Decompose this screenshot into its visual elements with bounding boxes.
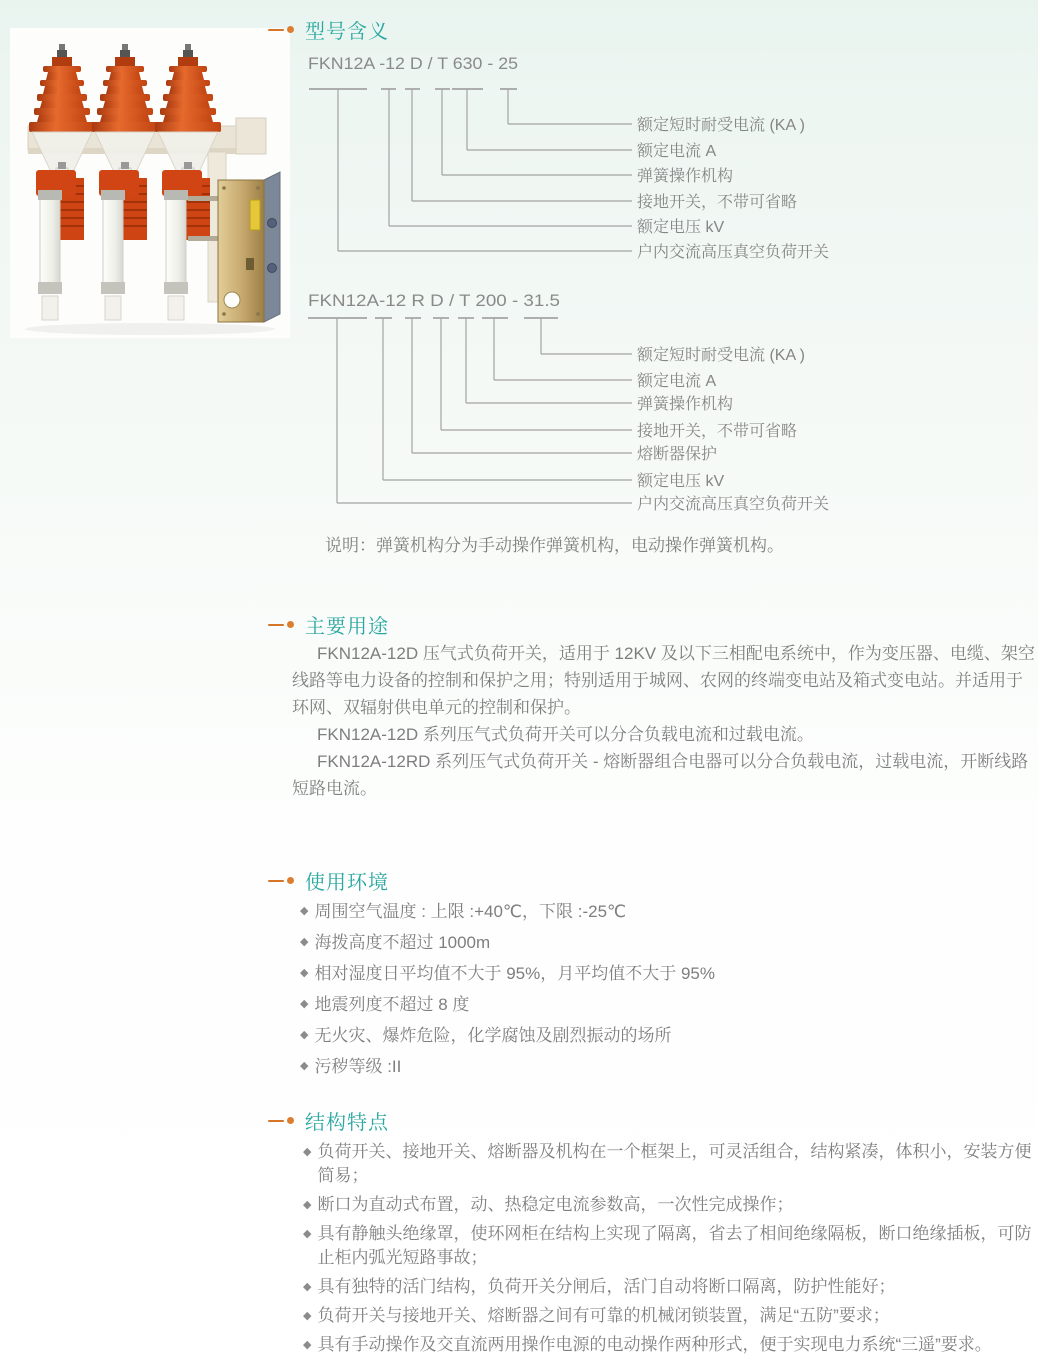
diamond-bullet-icon: ◆ <box>303 1199 312 1211</box>
usage-paragraphs <box>292 640 1038 802</box>
section-title: 结构特点 <box>305 1112 389 1134</box>
diamond-bullet-icon: ◆ <box>300 967 309 979</box>
mechanism-box <box>218 172 280 322</box>
list-item-text: 负荷开关、接地开关、熔断器及机构在一个框架上，可灵活组合，结构紧凑，体积小，安装方便简易； <box>317 1142 1032 1185</box>
list-item <box>300 989 1036 1020</box>
list-item <box>303 1333 1037 1357</box>
usage-paragraph: FKN12A-12D 系列压气式负荷开关可以分合负载电流和过载电流。 <box>317 725 814 744</box>
diagram-label: 额定电压 kV <box>637 219 725 236</box>
diamond-bullet-icon: ◆ <box>300 1060 309 1072</box>
list-item-text: 断口为直动式布置，动、热稳定电流参数高，一次性完成操作； <box>317 1195 794 1214</box>
usage-paragraph: FKN12A-12D 压气式负荷开关，适用于 12KV 及以下三相配电系统中，作为变压器、电缆、架空线路等电力设备的控制和保护之用；特别适用于城网、农网的终端变电站及箱式变电站。并适用于环网、双辐射供电单元的控制和保护。 <box>292 644 1035 717</box>
section-heading-features <box>268 1106 389 1135</box>
list-item-text: 具有独特的活门结构，负荷开关分闸后，活门自动将断口隔离，防护性能好； <box>317 1277 896 1296</box>
diamond-bullet-icon: ◆ <box>303 1146 312 1158</box>
diagram-label: 额定短时耐受电流 (KA ) <box>637 347 806 364</box>
section-title: 型号含义 <box>305 21 389 43</box>
environment-list <box>300 896 1036 1082</box>
diamond-bullet-icon: ◆ <box>303 1228 312 1240</box>
list-item <box>303 1140 1037 1188</box>
list-item <box>300 1020 1036 1051</box>
section-heading-environment <box>268 866 389 895</box>
section-title: 使用环境 <box>305 872 389 894</box>
dash-dot-icon <box>268 26 294 33</box>
list-item-text: 负荷开关与接地开关、熔断器之间有可靠的机械闭锁装置，满足“五防”要求； <box>317 1306 890 1325</box>
section-heading-usage <box>268 610 389 639</box>
list-item-text: 海拨高度不超过 1000m <box>314 933 491 952</box>
model-diagram-1 <box>300 45 1038 272</box>
dash-dot-icon <box>268 877 294 884</box>
diagram-label: 户内交流高压真空负荷开关 <box>637 244 830 261</box>
features-list <box>303 1140 1037 1361</box>
list-item-text: 周围空气温度 : 上限 :+40℃，下限 :-25℃ <box>314 902 627 921</box>
diamond-bullet-icon: ◆ <box>300 936 309 948</box>
model-note: 说明：弹簧机构分为手动操作弹簧机构，电动操作弹簧机构。 <box>325 536 784 555</box>
list-item-text: 相对湿度日平均值不大于 95%，月平均值不大于 95% <box>314 964 715 983</box>
diamond-bullet-icon: ◆ <box>300 998 309 1010</box>
section-heading-model <box>268 15 389 44</box>
diagram-label: 户内交流高压真空负荷开关 <box>637 496 830 513</box>
list-item <box>303 1193 1037 1217</box>
list-item-text: 污秽等级 :II <box>314 1057 402 1076</box>
product-photo <box>10 28 290 338</box>
list-item-text: 具有手动操作及交直流两用操作电源的电动操作两种形式，便于实现电力系统“三遥”要求。 <box>317 1335 992 1354</box>
diagram-label: 额定电流 A <box>637 143 717 160</box>
diamond-bullet-icon: ◆ <box>303 1310 312 1322</box>
model-code: FKN12A -12 D / T 630 - 25 <box>308 54 518 73</box>
section-title: 主要用途 <box>305 616 389 638</box>
diamond-bullet-icon: ◆ <box>300 1029 309 1041</box>
diagram-label: 额定短时耐受电流 (KA ) <box>637 117 806 134</box>
model-code: FKN12A-12 R D / T 200 - 31.5 <box>308 291 560 310</box>
diagram-label: 熔断器保护 <box>637 446 718 463</box>
list-item <box>300 896 1036 927</box>
list-item <box>300 958 1036 989</box>
diagram-label: 接地开关，不带可省略 <box>637 194 798 211</box>
list-item <box>303 1222 1037 1270</box>
list-item-text: 地震列度不超过 8 度 <box>314 995 470 1014</box>
list-item <box>300 1051 1036 1082</box>
dash-dot-icon <box>268 1117 294 1124</box>
usage-paragraph: FKN12A-12RD 系列压气式负荷开关 - 熔断器组合电器可以分合负载电流，过载电流，开断线路短路电流。 <box>292 752 1029 798</box>
diagram-label: 接地开关，不带可省略 <box>637 423 798 440</box>
list-item <box>303 1304 1037 1328</box>
list-item <box>303 1275 1037 1299</box>
diagram-label: 额定电流 A <box>637 373 717 390</box>
diamond-bullet-icon: ◆ <box>303 1339 312 1351</box>
diamond-bullet-icon: ◆ <box>303 1281 312 1293</box>
load-break-switch-illustration <box>10 28 290 338</box>
diagram-label: 额定电压 kV <box>637 473 725 490</box>
model-diagram-2 <box>300 280 1038 525</box>
diagram-label: 弹簧操作机构 <box>637 396 734 413</box>
list-item-text: 无火灾、爆炸危险，化学腐蚀及剧烈振动的场所 <box>314 1026 672 1045</box>
dash-dot-icon <box>268 621 294 628</box>
list-item <box>300 927 1036 958</box>
list-item-text: 具有静触头绝缘罩，使环网柜在结构上实现了隔离，省去了相间绝缘隔板，断口绝缘插板，可防止柜内弧光短路事故； <box>317 1224 1032 1267</box>
diagram-label: 弹簧操作机构 <box>637 168 734 185</box>
diamond-bullet-icon: ◆ <box>300 905 309 917</box>
